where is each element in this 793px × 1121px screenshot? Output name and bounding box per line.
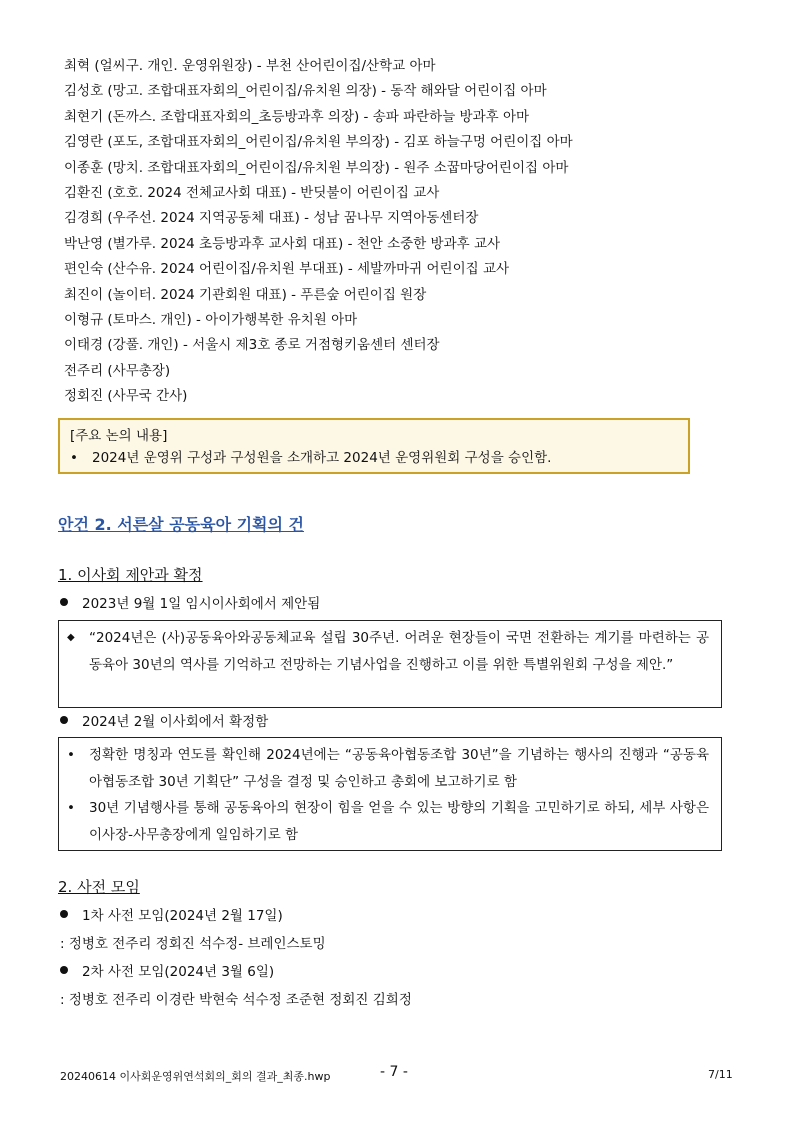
list-item-text: 2차 사전 모임(2024년 3월 6일) [82, 964, 275, 980]
attendee-item: 이종훈 (망치. 조합대표자회의_어린이집/유치원 부의장) - 원주 소꿉마당어린이집 아마 [64, 159, 569, 176]
diamond-bullet-icon: ◆ [67, 632, 75, 643]
list-item-text: 2024년 2월 이사회에서 확정함 [82, 714, 269, 730]
proposal-quote-box [58, 620, 722, 708]
bullet-icon: • [67, 800, 75, 816]
attendee-item: 최진이 (놀이터. 2024 기관회원 대표) - 푸른숲 어린이집 원장 [64, 286, 427, 303]
list-item-text: 2023년 9월 1일 임시이사회에서 제안됨 [82, 596, 321, 612]
list-item-text: 1차 사전 모임(2024년 2월 17일) [82, 908, 283, 924]
attendee-item: 이태경 (강풀. 개인) - 서울시 제3호 종로 거점형키움센터 센터장 [64, 337, 440, 354]
section-title: 2. 사전 모임 [58, 878, 140, 896]
attendee-item: 김영란 (포도, 조합대표자회의_어린이집/유치원 부의장) - 김포 하늘구멍 어린이집 아마 [64, 134, 573, 151]
bullet-icon: • [67, 747, 75, 763]
section-title: 1. 이사회 제안과 확정 [58, 566, 203, 584]
attendee-item: 최혁 (얼씨구. 개인. 운영위원장) - 부천 산어린이집/산학교 아마 [64, 58, 436, 74]
attendee-item: 박난영 (별가루. 2024 초등방과후 교사회 대표) - 천안 소중한 방과후 교사 [64, 235, 501, 252]
list-item [58, 904, 283, 924]
proposal-quote-text: “2024년은 (사)공동육아와공동체교육 설립 30주년. 어려운 현장들이 국면 전환하는 계기를 마련하는 공동육아 30년의 역사를 기억하고 전망하는 기념사업을 진행하고 이를 위한 특별위원회 구성을 제안.” [89, 630, 709, 673]
attendee-item: 정회진 (사무국 간사) [64, 388, 188, 405]
bullet-icon [60, 966, 68, 974]
list-item [58, 710, 268, 730]
attendees-text: : 정병호 전주리 정회진 석수정- 브레인스토밍 [60, 936, 326, 952]
bullet-icon [60, 598, 68, 606]
attendee-item: 김경희 (우주선. 2024 지역공동체 대표) - 성남 꿈나무 지역아동센터장 [64, 210, 479, 227]
discussion-item [70, 447, 678, 469]
bullet-icon [60, 910, 68, 918]
footer-filename: 20240614 이사회운영위연석회의_회의 결과_최종.hwp [60, 1070, 331, 1083]
discussion-title: [주요 논의 내용] [70, 428, 168, 444]
list-item [58, 960, 274, 980]
agenda-heading: 안건 2. 서른살 공동육아 기획의 건 [58, 515, 304, 534]
attendees-text: : 정병호 전주리 이경란 박현숙 석수정 조준현 정회진 김희정 [60, 992, 412, 1008]
decision-box [58, 737, 722, 851]
attendee-item: 김성호 (망고. 조합대표자회의_어린이집/유치원 의장) - 동작 해와달 어린이집 아마 [64, 83, 547, 100]
attendee-item: 이형규 (토마스. 개인) - 아이가행복한 유치원 아마 [64, 311, 358, 328]
list-item [58, 592, 320, 612]
attendee-item: 최현기 (돈까스. 조합대표자회의_초등방과후 의장) - 송파 파란하늘 방과후 아마 [64, 108, 530, 125]
bullet-icon: • [70, 450, 78, 466]
bullet-icon [60, 716, 68, 724]
decision-text: 30년 기념행사를 통해 공동육아의 현장이 힘을 얻을 수 있는 방향의 기획을 고민하기로 하되, 세부 사항은 이사장-사무총장에게 일임하기로 함 [89, 800, 709, 843]
attendee-item: 김환진 (호호. 2024 전체교사회 대표) - 반딧불이 어린이집 교사 [64, 184, 440, 201]
discussion-text: 2024년 운영위 구성과 구성원을 소개하고 2024년 운영위원회 구성을 승인함. [92, 450, 552, 466]
footer-page-count: 7/11 [708, 1068, 733, 1081]
discussion-box [58, 418, 690, 474]
attendee-item: 편인숙 (산수유. 2024 어린이집/유치원 부대표) - 세발까마귀 어린이집 교사 [64, 261, 510, 278]
footer-page-number: - 7 - [380, 1064, 408, 1080]
attendee-item: 전주리 (사무총장) [64, 362, 171, 379]
decision-text: 정확한 명칭과 연도를 확인해 2024년에는 “공동육아협동조합 30년”을 기념하는 행사의 진행과 “공동육아협동조합 30년 기획단” 구성을 결정 및 승인하고 총회에 보고하기로 함 [89, 747, 709, 790]
attendee-list [64, 54, 744, 409]
